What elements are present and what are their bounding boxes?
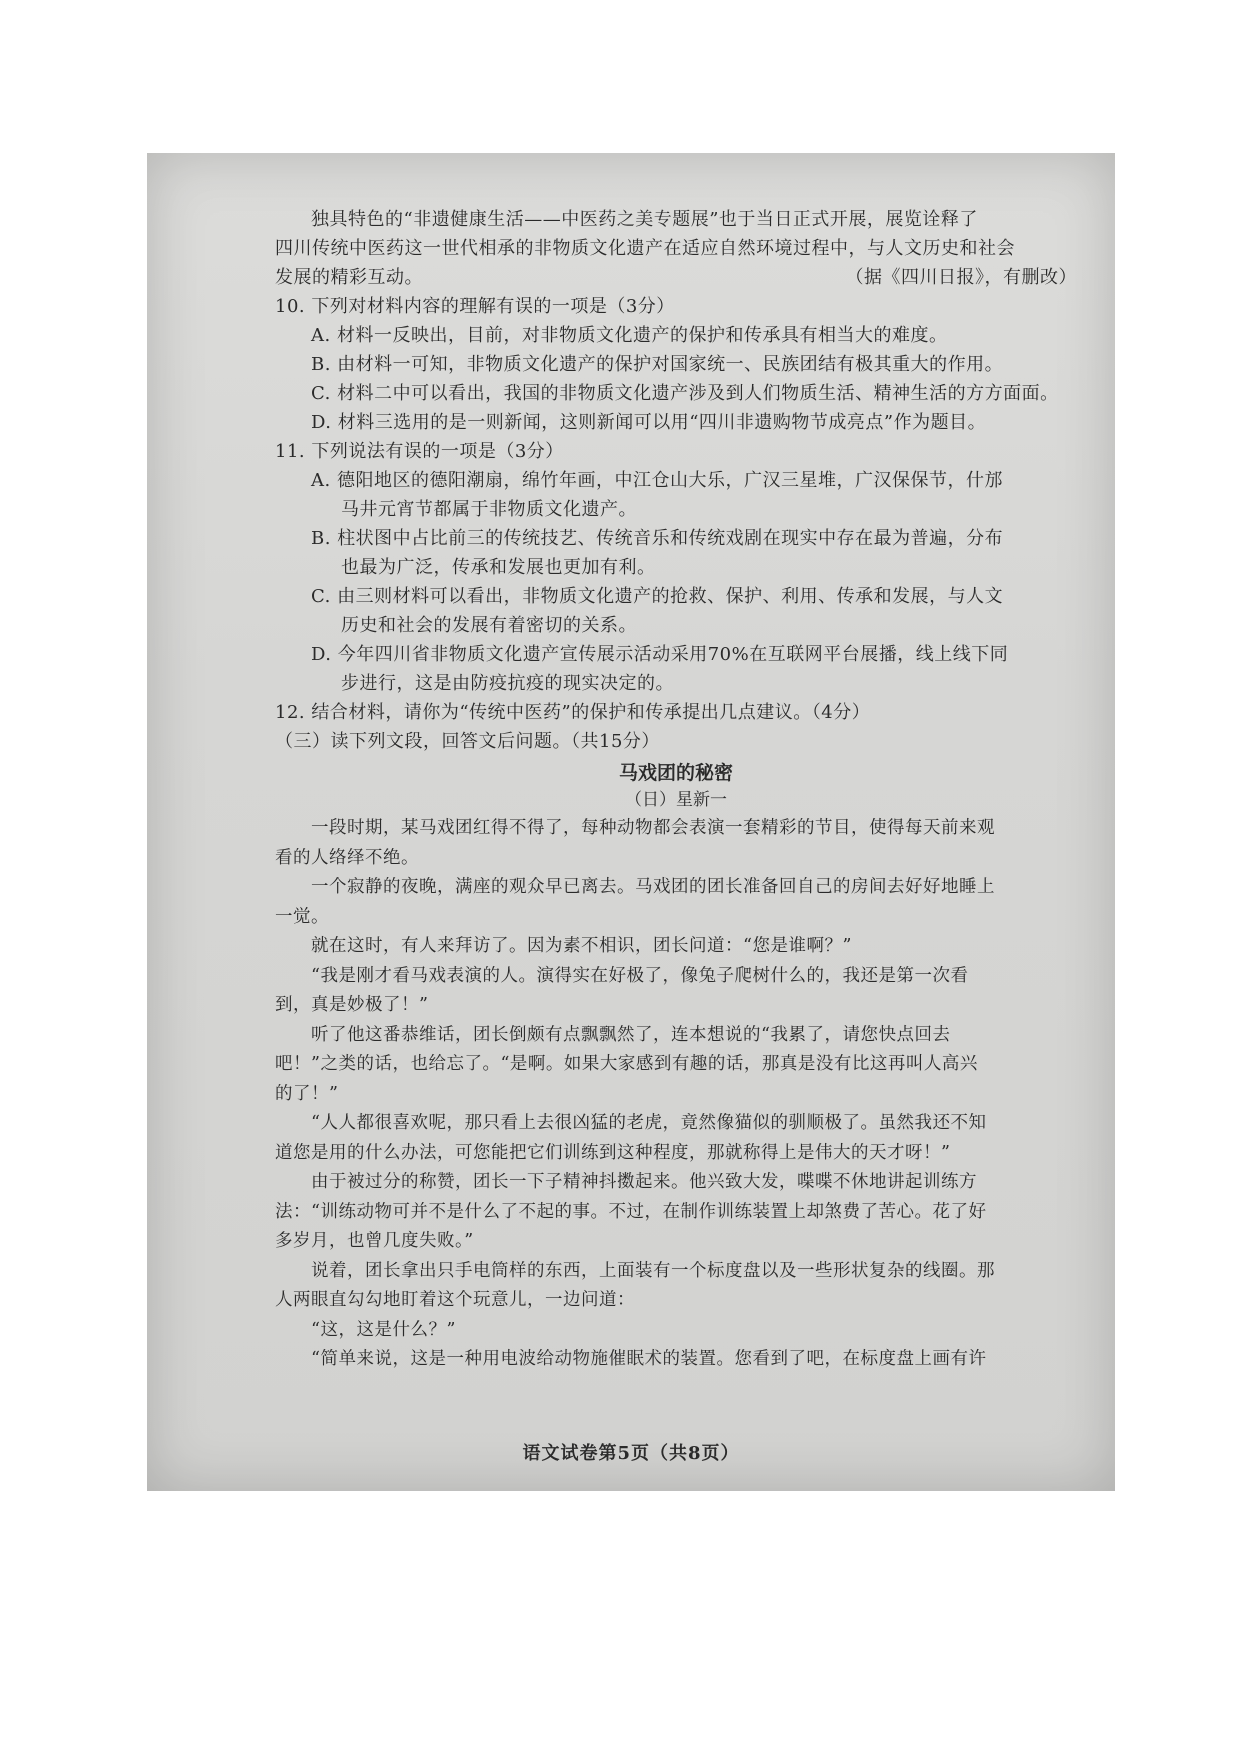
text-line: 吧！”之类的话，也给忘了。“是啊。如果大家感到有趣的话，那真是没有比这再叫人高兴 [275, 1054, 978, 1074]
text-line: 的了！” [275, 1083, 339, 1104]
option-c: C. 由三则材料可以看出，非物质文化遗产的抢救、保护、利用、传承和发展，与人文 [311, 586, 1004, 607]
paragraph [275, 962, 1077, 1021]
question-11 [275, 437, 1077, 698]
exam-page [147, 153, 1115, 1491]
story-body [275, 814, 1077, 1375]
text-line: 发展的精彩互动。 [275, 267, 423, 288]
option-c-cont: 历史和社会的发展有着密切的关系。 [341, 615, 637, 636]
text-line: 听了他这番恭维话，团长倒颇有点飘飘然了，连本想说的“我累了，请您快点回去 [311, 1024, 951, 1045]
option-a: A. 材料一反映出，目前，对非物质文化遗产的保护和传承具有相当大的难度。 [311, 325, 948, 346]
scanned-page-photo [147, 153, 1115, 1491]
text-line: 由于被过分的称赞，团长一下子精神抖擞起来。他兴致大发，喋喋不休地讲起训练方 [311, 1172, 977, 1192]
text-line: “简单来说，这是一种用电波给动物施催眠术的装置。您看到了吧，在标度盘上画有许 [311, 1349, 987, 1369]
option-b: B. 柱状图中占比前三的传统技艺、传统音乐和传统戏剧在现实中存在最为普遍，分布 [311, 528, 1004, 549]
paragraph [275, 932, 1077, 962]
text-line: 一个寂静的夜晚，满座的观众早已离去。马戏团的团长准备回自己的房间去好好地睡上 [311, 877, 995, 897]
paragraph [275, 1345, 1077, 1375]
text-line: 道您是用的什么办法，可您能把它们训练到这种程度，那就称得上是伟大的天才呀！” [275, 1142, 951, 1163]
paragraph [275, 1257, 1077, 1316]
story-title: 马戏团的秘密 [618, 762, 733, 784]
text-line: 人两眼直勾勾地盯着这个玩意儿，一边问道： [275, 1290, 635, 1310]
option-d: D. 今年四川省非物质文化遗产宣传展示活动采用70%在互联网平台展播，线上线下同 [311, 644, 1009, 665]
text-line: 看的人络绎不绝。 [275, 847, 419, 868]
material-tail [275, 205, 1077, 292]
paragraph [275, 1021, 1077, 1110]
text-line: “人人都很喜欢呢，那只看上去很凶猛的老虎，竟然像猫似的驯顺极了。虽然我还不知 [311, 1113, 987, 1133]
paragraph [275, 1109, 1077, 1168]
option-a-cont: 马井元宵节都属于非物质文化遗产。 [341, 499, 637, 520]
paragraph [275, 873, 1077, 932]
source-citation: （据《四川日报》，有删改） [845, 267, 1077, 288]
page-footer: 语文试卷第5页（共8页） [522, 1443, 740, 1464]
question-10 [275, 292, 1077, 437]
text-line: 一觉。 [275, 906, 329, 927]
paragraph [275, 1316, 1077, 1346]
text-line: 四川传统中医药这一世代相承的非物质文化遗产在适应自然环境过程中，与人文历史和社会 [275, 238, 1015, 259]
text-line: “这，这是什么？” [311, 1319, 456, 1340]
text-line: 法：“训练动物可并不是什么了不起的事。不过，在制作训练装置上却煞费了苦心。花了好 [275, 1201, 987, 1222]
option-b: B. 由材料一可知，非物质文化遗产的保护对国家统一、民族团结有极其重大的作用。 [311, 354, 1004, 375]
option-c: C. 材料二中可以看出，我国的非物质文化遗产涉及到人们物质生活、精神生活的方方面面。 [311, 383, 1059, 404]
text-line: “我是刚才看马戏表演的人。演得实在好极了，像兔子爬树什么的，我还是第一次看 [311, 965, 969, 986]
text-line: 多岁月，也曾几度失败。” [275, 1231, 474, 1251]
paragraph [275, 1168, 1077, 1257]
text-line: 一段时期，某马戏团红得不得了，每种动物都会表演一套精彩的节目，使得每天前来观 [311, 818, 995, 838]
option-d: D. 材料三选用的是一则新闻，这则新闻可以用“四川非遗购物节成亮点”作为题目。 [311, 412, 987, 433]
text-line: 就在这时，有人来拜访了。因为素不相识，团长问道：“您是谁啊？” [311, 936, 852, 956]
option-d-cont: 步进行，这是由防疫抗疫的现实决定的。 [341, 673, 674, 694]
option-b-cont: 也最为广泛，传承和发展也更加有利。 [341, 557, 656, 578]
text-line: 独具特色的“非遗健康生活——中医药之美专题展”也于当日正式开展，展览诠释了 [311, 209, 978, 230]
question-stem: 11. 下列说法有误的一项是（3分） [275, 441, 564, 462]
question-stem: 10. 下列对材料内容的理解有误的一项是（3分） [275, 296, 675, 317]
question-12: 12. 结合材料，请你为“传统中医药”的保护和传承提出几点建议。（4分） [275, 702, 871, 723]
section-heading: （三）读下列文段，回答文后问题。（共15分） [275, 731, 660, 752]
text-line: 说着，团长拿出只手电筒样的东西，上面装有一个标度盘以及一些形状复杂的线圈。那 [311, 1260, 995, 1281]
option-a: A. 德阳地区的德阳潮扇，绵竹年画，中江仓山大乐，广汉三星堆，广汉保保节，什邡 [311, 470, 1003, 491]
story-author: （日）星新一 [625, 790, 727, 810]
text-line: 到，真是妙极了！” [275, 995, 429, 1015]
paragraph [275, 814, 1077, 873]
